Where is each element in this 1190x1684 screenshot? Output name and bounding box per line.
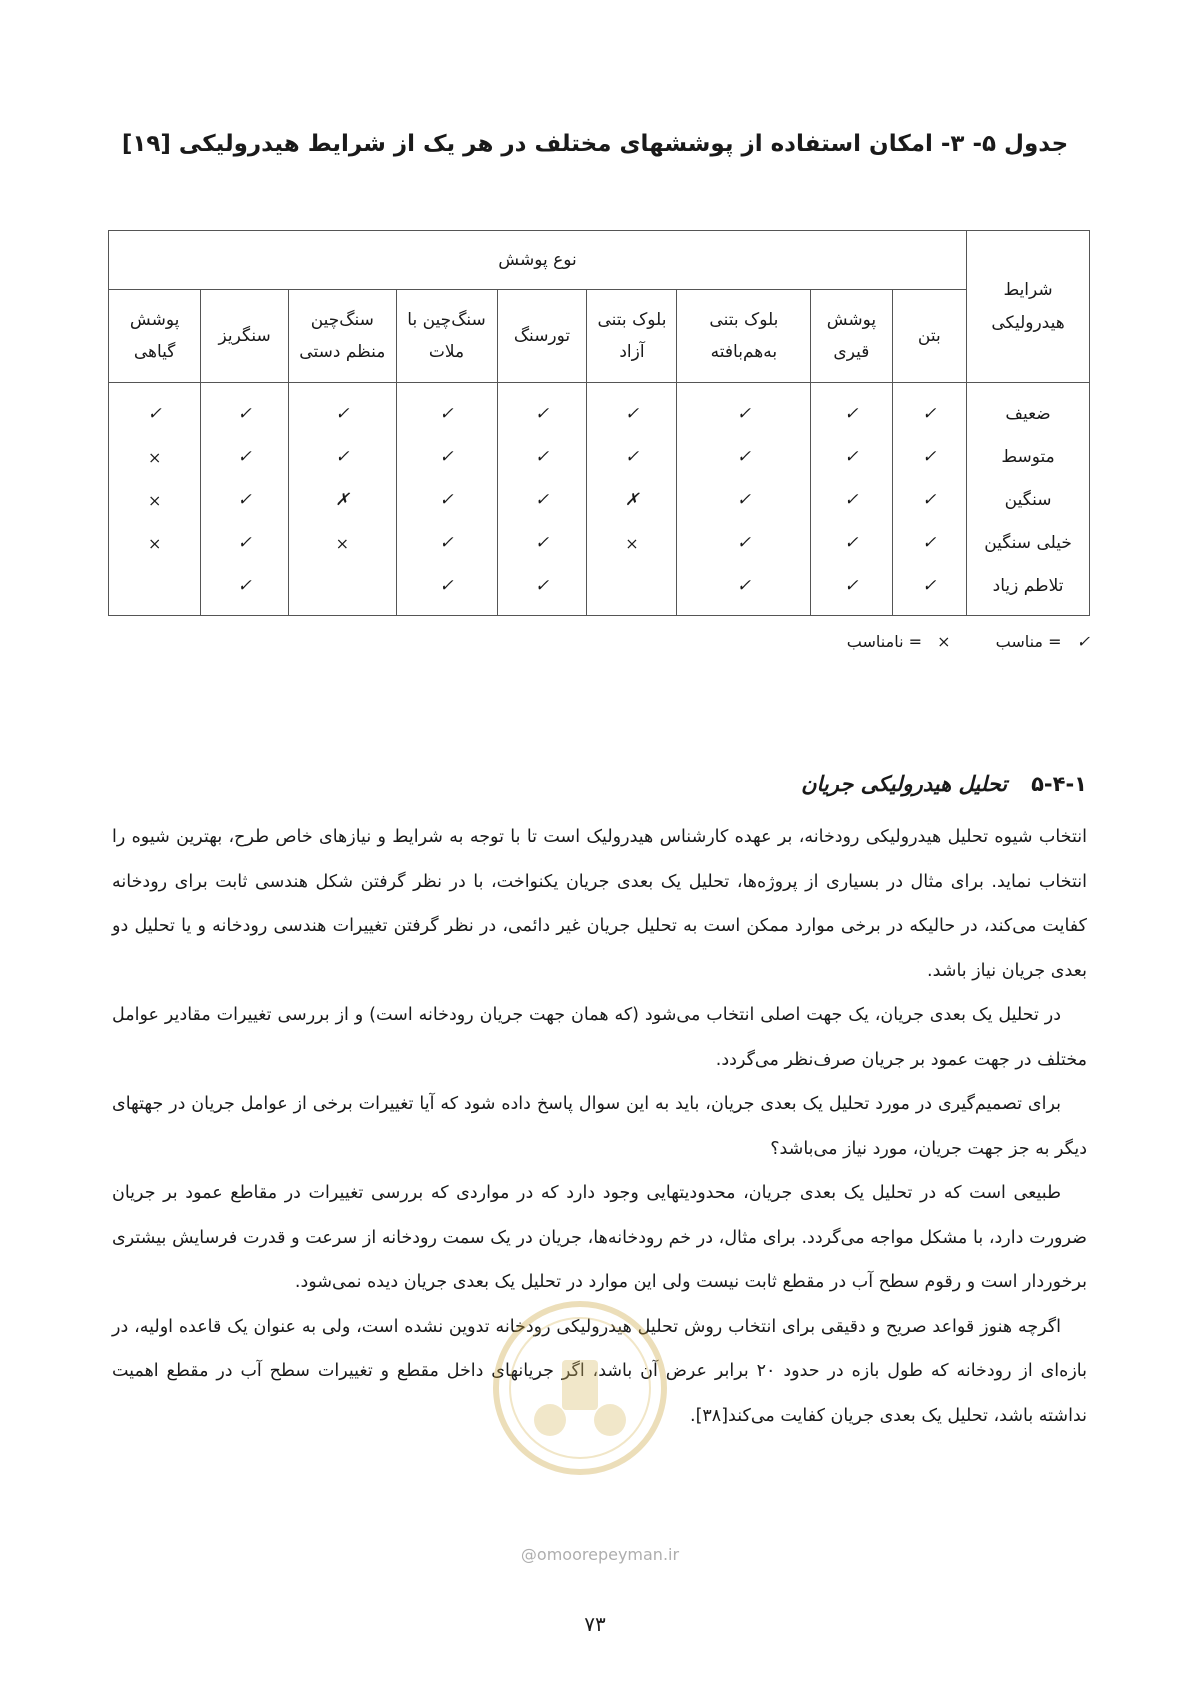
suitable-mark: ✓	[439, 447, 454, 467]
suitable-mark: ✓	[335, 447, 350, 467]
suitable-mark: ✓	[534, 533, 550, 553]
suitable-mark: ✓	[237, 404, 252, 424]
paragraph: طبیعی است که در تحلیل یک بعدی جریان، محدودیتهایی وجود دارد که در مواردی که بررسی تغییرات در مقاطع عمود بر جریان ضرورت دارد، با مشکل مواجه می‌گردد. برای مثال، در خم رودخانه‌ها، جریان در یک سمت رودخانه از سرعت و قدرت فرسایش بیشتری برخوردار است و رقوم سطح آب در مقطع ثابت نیست ولی این موارد در تحلیل یک بعدی جریان دیده نمی‌شود.	[112, 1183, 1087, 1292]
suitable-mark: ✓	[335, 404, 350, 424]
watermark-website: @omoorepeyman.ir	[520, 1545, 680, 1564]
condition-label: خیلی سنگین	[984, 533, 1072, 553]
unsuitable-mark: ×	[147, 534, 162, 553]
suitable-mark: ✓	[534, 447, 550, 467]
suitable-mark: ✓	[624, 404, 640, 424]
cover-column-cell	[677, 383, 811, 616]
column-header: سنگ‌چین منظم دستی	[289, 290, 397, 383]
suitable-mark: ✓	[439, 490, 454, 510]
suitable-mark: ✗	[624, 490, 640, 510]
unsuitable-legend-text: = نامناسب	[846, 632, 923, 651]
section-heading	[187, 772, 1087, 796]
suitable-mark: ✓	[534, 490, 550, 510]
unsuitable-mark: ×	[335, 534, 350, 553]
condition-label: سنگین	[1004, 490, 1052, 510]
table-legend	[120, 632, 1090, 651]
condition-label: متوسط	[1001, 447, 1055, 467]
suitable-mark: ✓	[736, 447, 751, 467]
suitable-mark: ✓	[736, 533, 751, 553]
suitable-mark: ✓	[844, 533, 859, 553]
column-header: تورسنگ	[497, 290, 587, 383]
unsuitable-mark: ×	[147, 448, 162, 467]
cover-type-header: نوع پوشش	[109, 231, 967, 290]
suitable-mark: ✓	[922, 404, 937, 424]
unsuitable-mark: ×	[147, 491, 162, 510]
unsuitable-symbol: ×	[937, 632, 951, 651]
coverage-table	[108, 230, 1090, 616]
body-text	[112, 815, 1087, 1438]
empty-mark	[587, 565, 676, 608]
suitable-mark: ✓	[922, 533, 937, 553]
suitable-mark: ✓	[736, 576, 751, 596]
suitable-mark: ✓	[844, 490, 859, 510]
column-header: سنگ‌چین با ملات	[396, 290, 497, 383]
column-header: بتن	[892, 290, 967, 383]
suitable-mark: ✓	[624, 447, 640, 467]
column-header: پوشش گیاهی	[109, 290, 201, 383]
suitable-mark: ✓	[844, 404, 859, 424]
condition-label: ضعیف	[1005, 404, 1051, 424]
paragraph: اگرچه هنوز قواعد صریح و دقیقی برای انتخاب روش تحلیل هیدرولیکی رودخانه تدوین نشده است، ولی به عنوان یک قاعده اولیه، در بازه‌ای از رودخانه که طول بازه در حدود ۲۰ برابر عرض آن باشد، اگر جریانهای داخل مقطع و تغییرات سطح آب در مقطع اهمیت نداشته باشد، تحلیل یک بعدی جریان کفایت می‌کند[۳۸].	[112, 1316, 1087, 1426]
suitable-mark: ✓	[237, 447, 252, 467]
suitable-mark: ✓	[922, 490, 937, 510]
conditions-column	[967, 383, 1090, 616]
column-header: بلوک بتنی به‌هم‌بافته	[677, 290, 811, 383]
column-header: سنگریز	[201, 290, 289, 383]
cover-column-cell	[587, 383, 677, 616]
cover-column-cell	[811, 383, 892, 616]
cover-column-cell	[109, 383, 201, 616]
table-caption: جدول ۵- ۳- امکان استفاده از پوششهای مختلف در هر یک از شرایط هیدرولیکی [۱۹]	[121, 131, 1069, 157]
paragraph: انتخاب شیوه تحلیل هیدرولیکی رودخانه، بر عهده کارشناس هیدرولیک است تا با توجه به شرایط و نیازهای خاص طرح، بهترین شیوه را انتخاب نماید. برای مثال در بسیاری از پروژه‌ها، تحلیل یک بعدی جریان یکنواخت، با در نظر گرفتن شکل هندسی ثابت برای رودخانه کفایت می‌کند، در حالیکه در برخی موارد ممکن است به تحلیل جریان غیر دائمی، در نظر گرفتن تغییرات هندسی رودخانه و یا تحلیل دو بعدی جریان نیاز باشد.	[112, 827, 1087, 981]
cover-column-cell	[289, 383, 397, 616]
section-number: ۵-۴-۱	[1031, 772, 1087, 796]
column-header: بلوک بتنی آزاد	[587, 290, 677, 383]
suitable-mark: ✓	[736, 404, 751, 424]
cover-column-cell	[497, 383, 587, 616]
suitable-mark: ✓	[147, 404, 162, 424]
empty-mark	[109, 565, 200, 608]
paragraph: در تحلیل یک بعدی جریان، یک جهت اصلی انتخاب می‌شود (که همان جهت جریان رودخانه است) و از بررسی تغییرات مقادیر عوامل مختلف در جهت عمود بر جریان صرف‌نظر می‌گردد.	[112, 1005, 1087, 1070]
conditions-header: شرایط هیدرولیکی	[967, 231, 1090, 383]
suitable-mark: ✗	[335, 490, 350, 510]
suitable-mark: ✓	[844, 447, 859, 467]
condition-label: تلاطم زیاد	[992, 576, 1064, 596]
suitable-mark: ✓	[237, 490, 252, 510]
suitable-mark: ✓	[237, 533, 252, 553]
suitable-mark: ✓	[439, 404, 454, 424]
suitable-mark: ✓	[736, 490, 751, 510]
cover-column-cell	[892, 383, 967, 616]
suitable-mark: ✓	[439, 533, 454, 553]
column-header: پوشش قیری	[811, 290, 892, 383]
page-number: ۷۳	[584, 1612, 606, 1636]
suitable-mark: ✓	[844, 576, 859, 596]
paragraph: برای تصمیم‌گیری در مورد تحلیل یک بعدی جریان، باید به این سوال پاسخ داده شود که آیا تغییرات برخی از عوامل جریان در جهتهای دیگر به جز جهت جریان، مورد نیاز می‌باشد؟	[112, 1094, 1087, 1159]
suitable-mark: ✓	[439, 576, 454, 596]
unsuitable-mark: ×	[625, 534, 639, 553]
suitable-mark: ✓	[534, 576, 550, 596]
section-title-text: تحلیل هیدرولیکی جریان	[801, 772, 1008, 796]
empty-mark	[289, 565, 396, 608]
suitable-mark: ✓	[922, 576, 937, 596]
suitable-symbol: ✓	[1076, 632, 1090, 651]
cover-column-cell	[201, 383, 289, 616]
suitable-mark: ✓	[922, 447, 937, 467]
cover-column-cell	[396, 383, 497, 616]
suitable-mark: ✓	[237, 576, 252, 596]
suitable-legend-text: = مناسب	[995, 632, 1062, 651]
suitable-mark: ✓	[534, 404, 550, 424]
